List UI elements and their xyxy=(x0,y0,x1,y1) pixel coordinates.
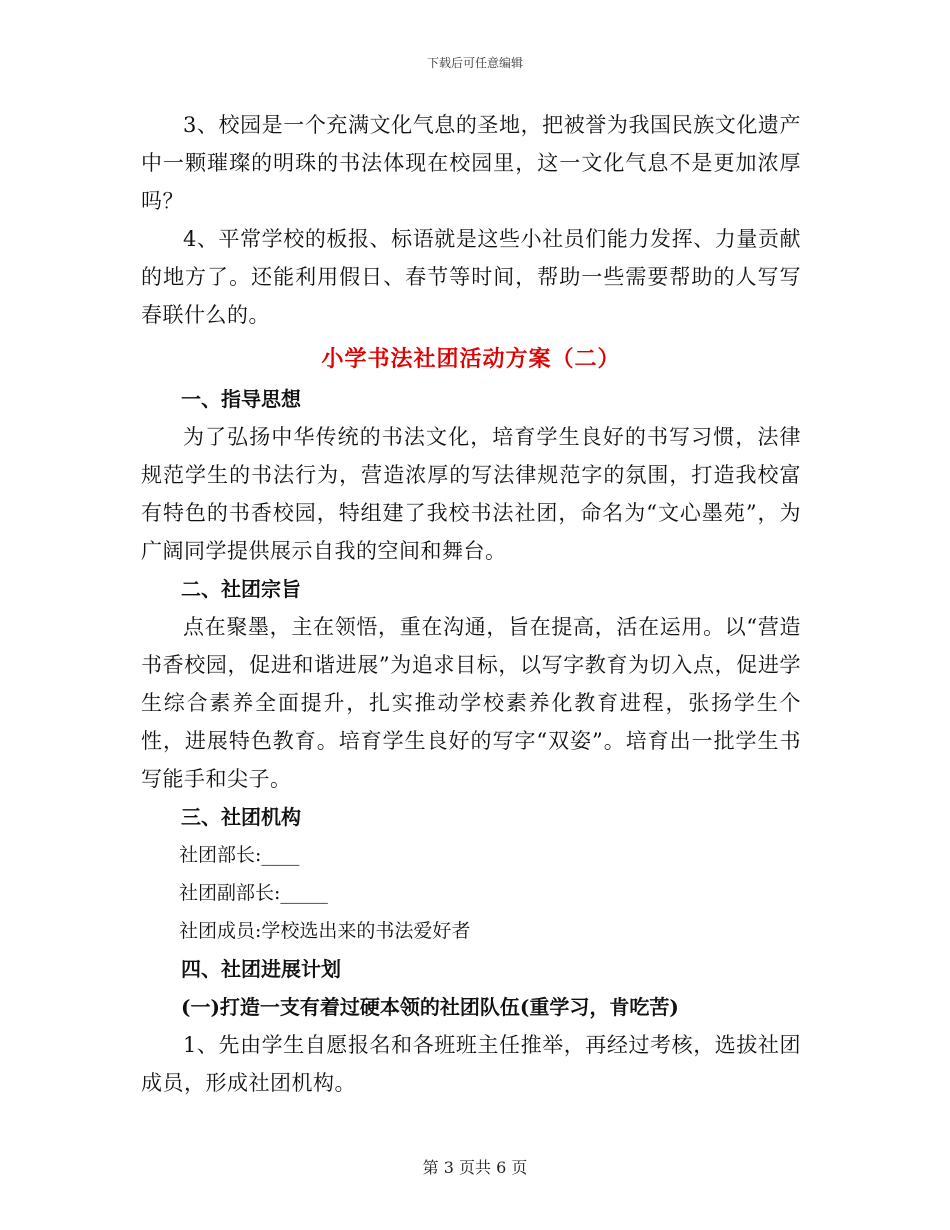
page-footer: 第 3 页共 6 页 xyxy=(422,1158,528,1177)
section-heading-guiding-thought: 一、指导思想 xyxy=(181,387,301,411)
section-heading-purpose: 二、社团宗旨 xyxy=(181,577,301,601)
org-line-deputy-director: 社团副部长:_____ xyxy=(179,882,328,904)
paragraph-item-4: 4、平常学校的板报、标语就是这些小社员们能力发挥、力量贡献的地方了。还能利用假日、春节等时间，帮助一些需要帮助的人写写春联什么的。 xyxy=(141,227,801,327)
section-text-purpose: 点在聚墨，主在领悟，重在沟通，旨在提高，活在运用。以“营造书香校园，促进和谐进展”为追求目标，以写字教育为切入点，促进学生综合素养全面提升，扎实推动学校素养化教育进程，张扬学生个性，进展特色教育。培育学生良好的写字“双姿”。培育出一批学生书写能手和尖子。 xyxy=(141,615,801,791)
page-header: 下载后可任意编辑 xyxy=(426,56,523,70)
section-text-guiding-thought: 为了弘扬中华传统的书法文化，培育学生良好的书写习惯，法律规范学生的书法行为，营造浓厚的写法律规范字的氛围，打造我校富有特色的书香校园，特组建了我校书法社团，命名为“文心墨苑”，为广阔同学提供展示自我的空间和舞台。 xyxy=(141,425,801,563)
org-line-director: 社团部长:____ xyxy=(179,844,300,866)
section-heading-development-plan: 四、社团进展计划 xyxy=(181,957,341,981)
document-title: 小学书法社团活动方案（二） xyxy=(321,346,621,372)
paragraph-item-3: 3、校园是一个充满文化气息的圣地，把被誉为我国民族文化遗产中一颗璀璨的明珠的书法体现在校园里，这一文化气息不是更加浓厚吗？ xyxy=(141,113,801,213)
subsection-heading-team: (一)打造一支有着过硬本领的社团队伍(重学习，肯吃苦) xyxy=(181,995,679,1019)
section-heading-organization: 三、社团机构 xyxy=(181,805,301,829)
document-body xyxy=(141,106,801,1102)
org-line-members: 社团成员:学校选出来的书法爱好者 xyxy=(179,920,471,942)
subsection-text-team-1: 1、先由学生自愿报名和各班班主任推举，再经过考核，选拔社团成员，形成社团机构。 xyxy=(141,1033,801,1095)
